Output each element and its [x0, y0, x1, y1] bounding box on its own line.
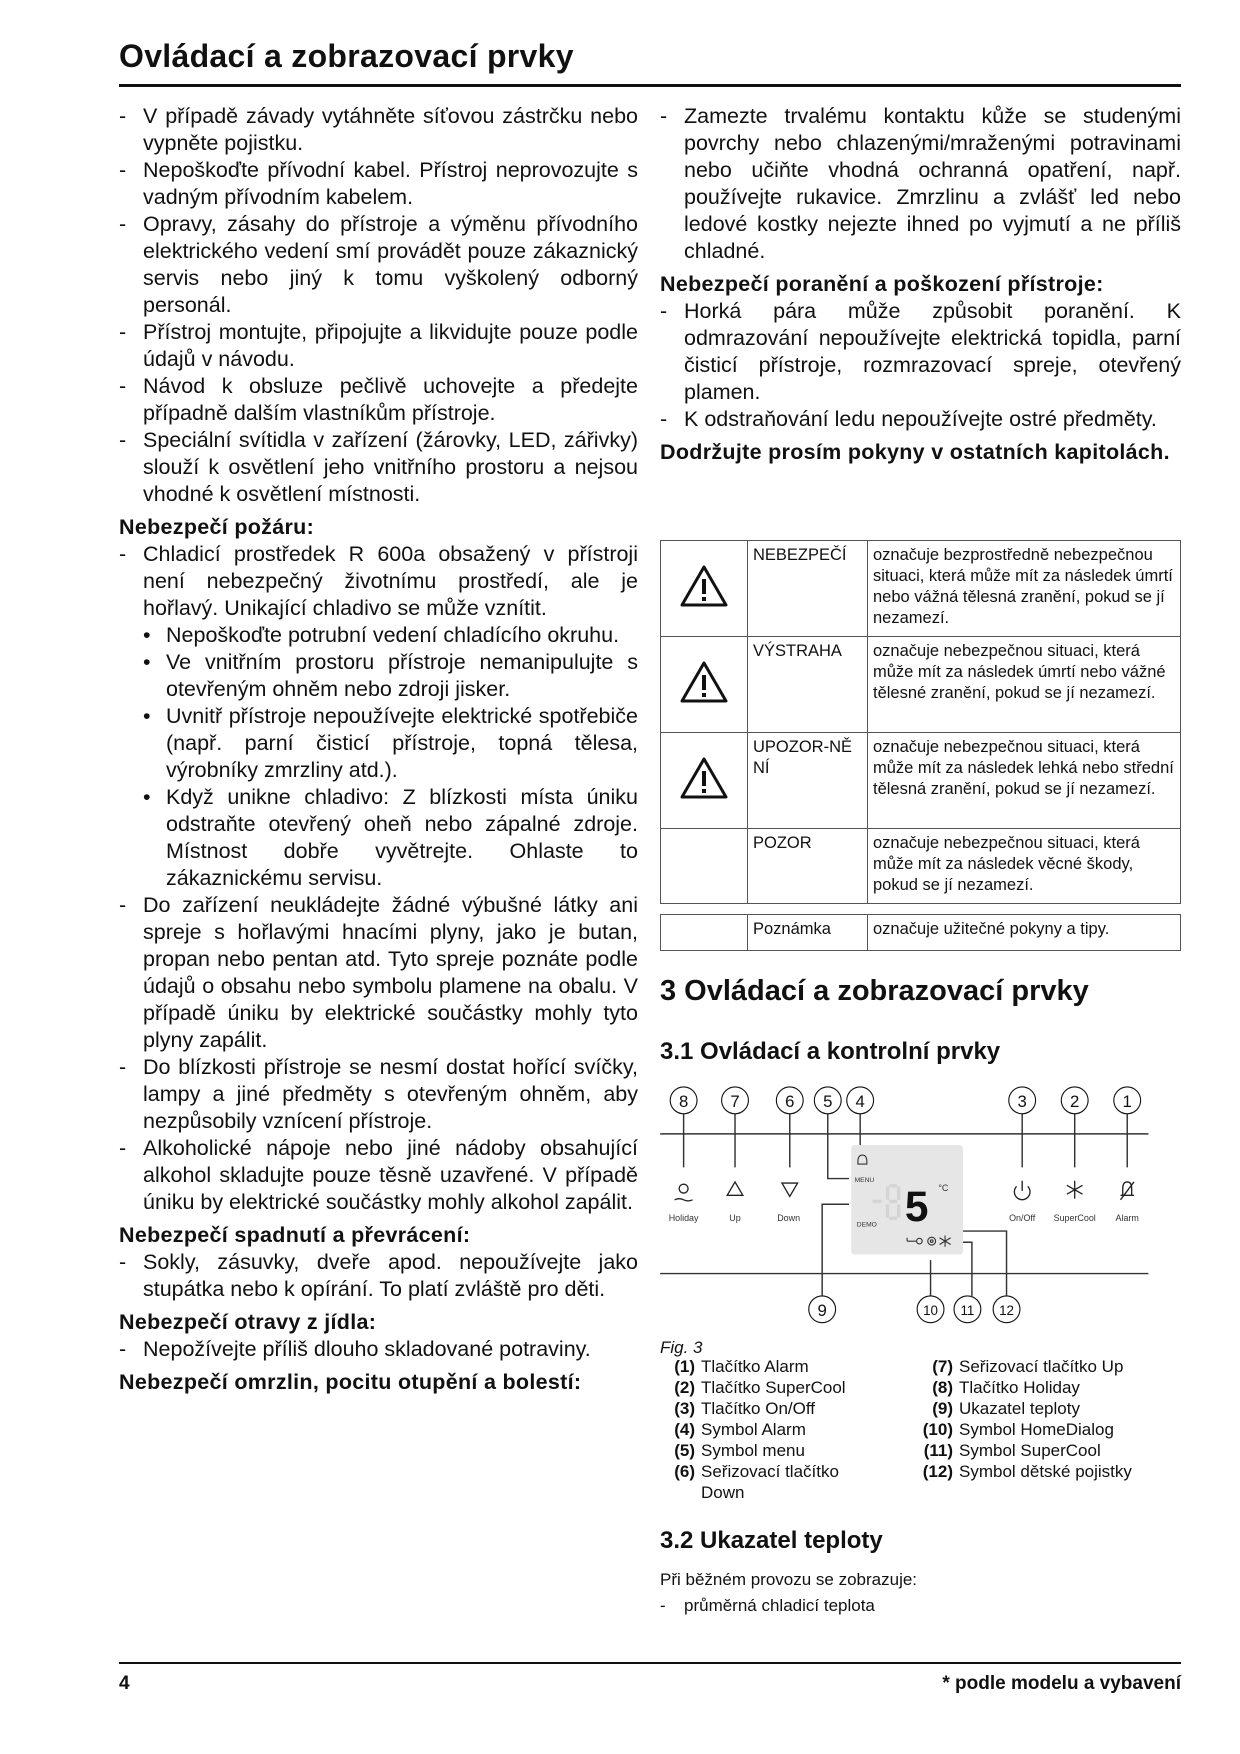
legend-item: (9) Ukazatel teploty [932, 1399, 1080, 1418]
heading-fall: Nebezpečí spadnutí a převrácení: [119, 1223, 471, 1247]
legend-item: (11) Symbol SuperCool [923, 1441, 1101, 1460]
callout-6 [776, 1087, 803, 1114]
legend-item: (6) Seřizovací tlačítko Down [674, 1462, 839, 1502]
callout-1 [1114, 1087, 1141, 1114]
callout-12 [993, 1296, 1020, 1323]
callout-10 [917, 1296, 944, 1323]
legend-item: (1) Tlačítko Alarm [674, 1357, 809, 1376]
table-row [661, 829, 1181, 904]
onoff-label: On/Off [1009, 1213, 1036, 1224]
alarm-icon [1121, 1182, 1134, 1200]
list-item: - Alkoholické nápoje nebo jiné nádoby obsahující alkohol skladujte pouze těsně uzavřené. V případě úniku by elektrické součástky mohly alkohol zapálit. [119, 1135, 638, 1216]
holiday-icon [679, 1184, 688, 1193]
note-table [660, 914, 1181, 951]
subsection-heading: 3.1 Ovládací a kontrolní prvky [660, 1038, 1001, 1065]
callout-8 [670, 1087, 697, 1114]
alarm-label: Alarm [1115, 1213, 1139, 1224]
callout-5 [814, 1087, 841, 1114]
page-number: 4 [119, 1673, 130, 1694]
list-item: - Zamezte trvalému kontaktu kůže se studenými povrchy nebo chlazenými/mraženými potravinami nebo učiňte vhodná ochranná opatření, např. používejte rukavice. Zmrzlinu a zvlášť led nebo ledové kostky nejezte ihned po vyjmutí a ne příliš chladné. [660, 103, 1181, 265]
svg-text:6: 6 [785, 1092, 795, 1112]
svg-text:12: 12 [999, 1302, 1014, 1318]
intro-text: Při běžném provozu se zobrazuje: [660, 1570, 918, 1589]
list-item: - Nepožívejte příliš dlouho skladované potraviny. [119, 1336, 638, 1363]
heading-follow: Dodržujte prosím pokyny v ostatních kapitolách. [660, 440, 1170, 464]
hazard-keyword: VÝSTRAHA [748, 637, 868, 733]
list-item: - průměrná chladicí teplota [660, 1596, 875, 1616]
callout-11 [954, 1296, 981, 1323]
down-label: Down [777, 1213, 801, 1224]
heading-injury: Nebezpečí poranění a poškození přístroje: [660, 272, 1104, 296]
warning-icon [679, 660, 729, 704]
legend-item: (2) Tlačítko SuperCool [674, 1378, 846, 1397]
list-item: - Přístroj montujte, připojujte a likvidujte pouze podle údajů v návodu. [119, 319, 638, 373]
list-item: - Horká pára může způsobit poranění. K odmrazování nepoužívejte elektrická topidla, parní čisticí přístroje, rozmrazovací spreje, otevřený plamen. [660, 298, 1181, 406]
legend-item: (10) Symbol HomeDialog [922, 1420, 1114, 1439]
heading-food: Nebezpečí otravy z jídla: [119, 1310, 377, 1334]
hazard-desc: označuje nebezpečnou situaci, která může mít za následek věcné škody, pokud se jí nezamezí. [868, 829, 1181, 904]
legend-item: (8) Tlačítko Holiday [932, 1378, 1080, 1397]
control-panel-diagram [660, 1078, 1181, 1335]
svg-text:2: 2 [1070, 1092, 1080, 1112]
svg-text:10: 10 [923, 1302, 939, 1318]
svg-text:9: 9 [817, 1301, 827, 1321]
subsection-heading: 3.2 Ukazatel teploty [660, 1527, 883, 1554]
supercool-icon [1067, 1181, 1083, 1199]
legend-item: (7) Seřizovací tlačítko Up [932, 1357, 1124, 1376]
hazard-keyword: NEBEZPEČÍ [748, 541, 868, 637]
callout-9 [809, 1296, 836, 1323]
power-icon [1014, 1181, 1030, 1200]
warning-icon [679, 756, 729, 800]
supercool-label: SuperCool [1053, 1213, 1096, 1224]
list-item: - Návod k obsluze pečlivě uchovejte a předejte případně dalším vlastníkům přístroje. [119, 373, 638, 427]
list-item: - Chladicí prostředek R 600a obsažený v přístroji není nebezpečný životnímu prostředí, ale je hořlavý. Unikající chladivo se může vznítit. [119, 541, 638, 622]
page-title: Ovládací a zobrazovací prvky [119, 38, 574, 74]
list-item: - K odstraňování ledu nepoužívejte ostré předměty. [660, 406, 1181, 433]
callout-4 [847, 1087, 874, 1114]
svg-text:7: 7 [730, 1092, 740, 1112]
up-icon [727, 1182, 743, 1195]
legend-right [920, 1356, 1182, 1482]
bullet-item: • Když unikne chladivo: Z blízkosti místa úniku odstraňte otevřený oheň nebo zápalné zdroje. Místnost dobře vyvětrejte. Ohlaste to zákaznickému servisu. [119, 784, 638, 892]
list-item: - Opravy, zásahy do přístroje a výměnu přívodního elektrického vedení smí provádět pouze zákaznický servis nebo jiný k tomu vyškolený odborný personál. [119, 211, 638, 319]
hazard-table [660, 540, 1181, 904]
right-column [660, 103, 1181, 466]
callout-2 [1061, 1087, 1088, 1114]
svg-text:1: 1 [1122, 1092, 1132, 1112]
list-item: - Speciální svítidla v zařízení (žárovky, LED, zářivky) slouží k osvětlení jeho vnitřního prostoru a nejsou vhodné k osvětlení místnosti. [119, 427, 638, 508]
figure-caption: Fig. 3 [660, 1338, 703, 1357]
svg-text:4: 4 [855, 1092, 865, 1112]
legend-left [662, 1356, 912, 1503]
footer-rule [119, 1662, 1181, 1664]
callout-3 [1009, 1087, 1036, 1114]
table-row [661, 637, 1181, 733]
list-item: - Sokly, zásuvky, dveře apod. nepoužívejte jako stupátka nebo k opírání. To platí zvláště pro děti. [119, 1249, 638, 1303]
legend-item: (12) Symbol dětské pojistky [922, 1462, 1132, 1481]
heading-fire: Nebezpečí požáru: [119, 515, 315, 539]
hazard-keyword: POZOR [748, 829, 868, 904]
hazard-desc: označuje nebezpečnou situaci, která může mít za následek lehká nebo střední tělesná zranění, pokud se jí nezamezí. [868, 733, 1181, 829]
temperature-digit: 5 [904, 1183, 929, 1231]
list-item: - Do zařízení neukládejte žádné výbušné látky ani spreje s hořlavými hnacími plyny, jako je butan, propan nebo pentan atd. Tyto spreje poznáte podle údajů o obsahu nebo symbolu plamene na obalu. V případě úniku by elektrické součástky mohly tyto plyny zapálit. [119, 892, 638, 1054]
table-row [661, 733, 1181, 829]
left-column [119, 103, 638, 1396]
legend-item: (4) Symbol Alarm [674, 1420, 806, 1439]
demo-label: DEMO [856, 1221, 877, 1229]
legend-item: (3) Tlačítko On/Off [674, 1399, 816, 1418]
header-rule [119, 84, 1181, 87]
list-item: - Nepoškoďte přívodní kabel. Přístroj neprovozujte s vadným přívodním kabelem. [119, 157, 638, 211]
bullet-item: • Ve vnitřním prostoru přístroje nemanipulujte s otevřeným ohněm nebo zdroji jisker. [119, 649, 638, 703]
svg-text:5: 5 [823, 1092, 833, 1112]
up-label: Up [729, 1213, 741, 1224]
svg-text:8: 8 [678, 1092, 689, 1112]
list-item: - V případě závady vytáhněte síťovou zástrčku nebo vypněte pojistku. [119, 103, 638, 157]
hazard-desc: označuje užitečné pokyny a tipy. [868, 915, 1181, 951]
hazard-keyword: UPOZOR-NĚNÍ [748, 733, 868, 829]
table-row [661, 915, 1181, 951]
hazard-desc: označuje nebezpečnou situaci, která může mít za následek úmrtí nebo vážné tělesné zranění, pokud se jí nezamezí. [868, 637, 1181, 733]
bullet-item: • Nepoškoďte potrubní vedení chladícího okruhu. [119, 622, 638, 649]
svg-text:3: 3 [1017, 1092, 1027, 1112]
footer-note: * podle modelu a vybavení [942, 1673, 1181, 1694]
warning-icon [679, 564, 729, 608]
menu-label: MENU [854, 1176, 875, 1184]
svg-text:11: 11 [960, 1302, 975, 1318]
bullet-item: • Uvnitř přístroje nepoužívejte elektrické spotřebiče (např. parní čisticí přístroje, topná tělesa, výrobníky zmrzliny atd.). [119, 703, 638, 784]
table-row [661, 541, 1181, 637]
down-icon [782, 1183, 798, 1196]
hazard-desc: označuje bezprostředně nebezpečnou situaci, která může mít za následek úmrtí nebo vážná tělesná zranění, pokud se jí nezamezí. [868, 541, 1181, 637]
unit-label: °C [938, 1182, 949, 1193]
hazard-keyword: Poznámka [748, 915, 868, 951]
holiday-label: Holiday [668, 1213, 699, 1224]
callout-7 [722, 1087, 749, 1114]
section-heading: 3 Ovládací a zobrazovací prvky [660, 975, 1089, 1007]
list-item: - Do blízkosti přístroje se nesmí dostat hořící svíčky, lampy a jiné předměty s otevřeným ohněm, aby nezpůsobily vznícení přístroje. [119, 1054, 638, 1135]
heading-frost: Nebezpečí omrzlin, pocitu otupění a bolestí: [119, 1370, 582, 1394]
legend-item: (5) Symbol menu [674, 1441, 805, 1460]
